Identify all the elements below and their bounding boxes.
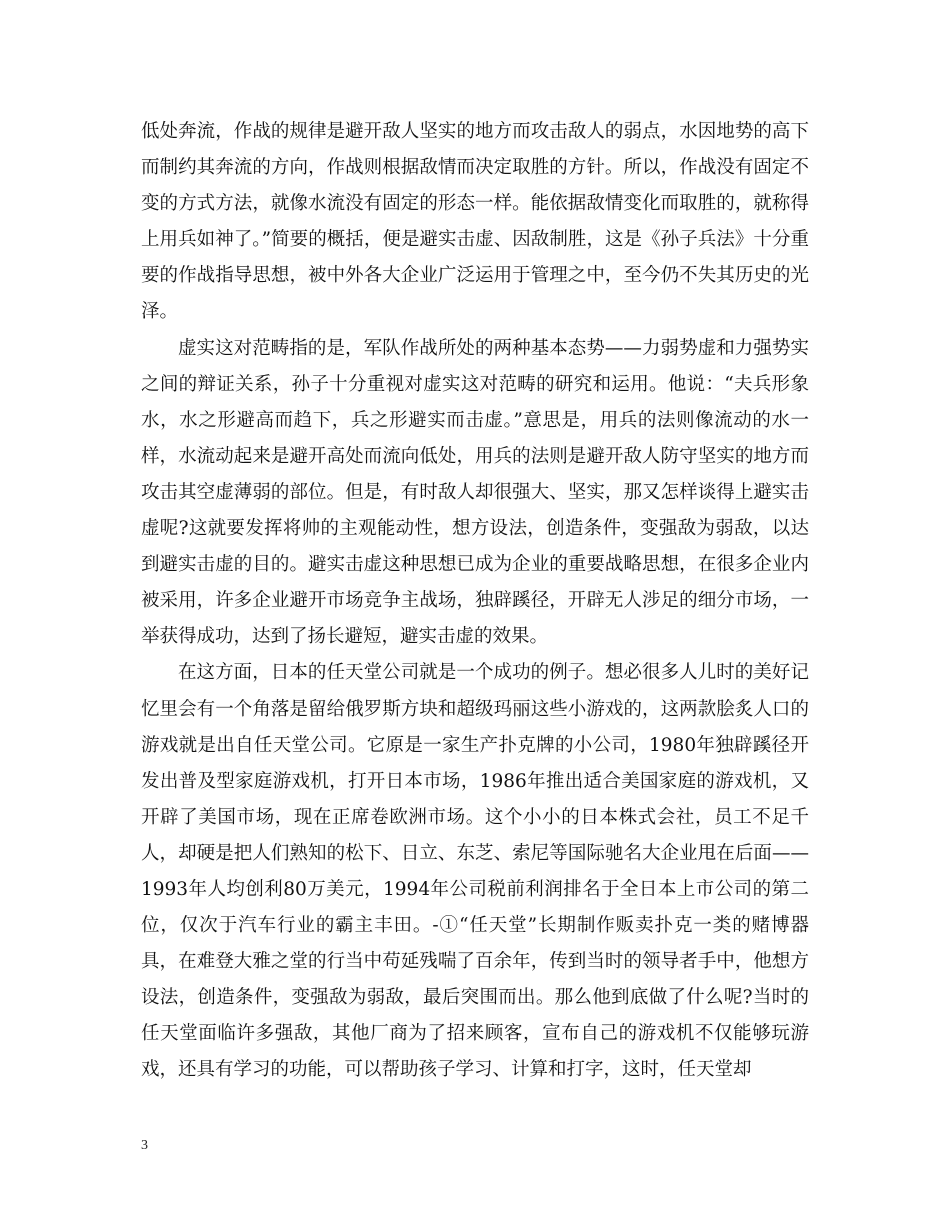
paragraph-nintendo: 在这方面，日本的任天堂公司就是一个成功的例子。想必很多人儿时的美好记忆里会有一个角落是留给俄罗斯方块和超级玛丽这些小游戏的，这两款脍炙人口的游戏就是出自任天堂公司。它原是一家生产扑克牌的小公司，1980年独辟蹊径开发出普及型家庭游戏机，打开日本市场，1986年推出适合美国家庭的游戏机，又开辟了美国市场，现在正席卷欧洲市场。这个小小的日本株式会社，员工不足千人，却硬是把人们熟知的松下、日立、东芝、索尼等国际驰名大企业甩在后面——1993年人均创利80万美元，1994年公司税前利润排名于全日本上市公司的第二位，仅次于汽车行业的霸主丰田。-①“任天堂”长期制作贩卖扑克一类的赌博器具，在难登大雅之堂的行当中苟延残喘了百余年，传到当时的领导者手中，他想方设法，创造条件，变强敌为弱敌，最后突围而出。那么他到底做了什么呢?当时的任天堂面临许多强敌，其他厂商为了招来顾客，宣布自己的游戏机不仅能够玩游戏，还具有学习的功能，可以帮助孩子学习、计算和打字，这时，任天堂却 bbox=[141, 662, 809, 1081]
body-text bbox=[141, 114, 809, 1089]
page-number: 3 bbox=[141, 1138, 148, 1153]
paragraph-continuation: 低处奔流，作战的规律是避开敌人坚实的地方而攻击敌人的弱点，水因地势的高下而制约其奔流的方向，作战则根据敌情而决定取胜的方针。所以，作战没有固定不变的方式方法，就像水流没有固定的形态一样。能依据敌情变化而取胜的，就称得上用兵如神了。”简要的概括，便是避实击虚、因敌制胜，这是《孙子兵法》十分重要的作战指导思想，被中外各大企业广泛运用于管理之中，至今仍不失其历史的光泽。 bbox=[141, 121, 809, 323]
paragraph-xushi: 虚实这对范畴指的是，军队作战所处的两种基本态势——力弱势虚和力强势实之间的辩证关系，孙子十分重视对虚实这对范畴的研究和运用。他说：“夫兵形象水，水之形避高而趋下，兵之形避实而击虚。”意思是，用兵的法则像流动的水一样，水流动起来是避开高处而流向低处，用兵的法则是避开敌人防守坚实的地方而攻击其空虚薄弱的部位。但是，有时敌人却很强大、坚实，那又怎样谈得上避实击虚呢?这就要发挥将帅的主观能动性，想方设法，创造条件，变强敌为弱敌，以达到避实击虚的目的。避实击虚这种思想已成为企业的重要战略思想，在很多企业内被采用，许多企业避开市场竞争主战场，独辟蹊径，开辟无人涉足的细分市场，一举获得成功，达到了扬长避短，避实击虚的效果。 bbox=[141, 337, 809, 648]
